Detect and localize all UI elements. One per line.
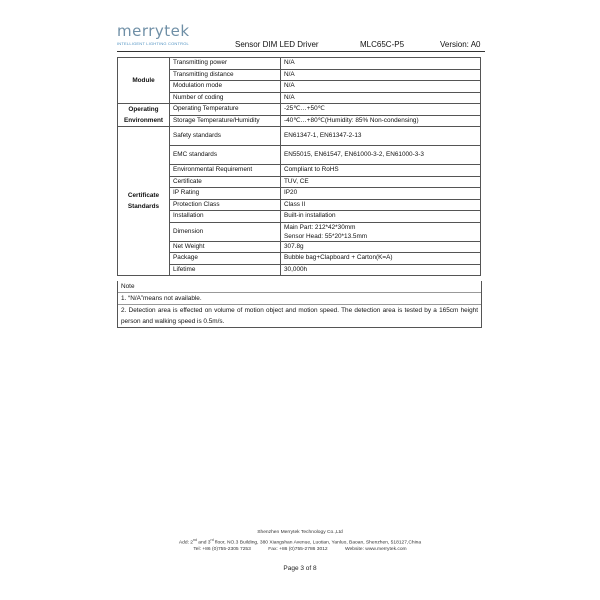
specification-table bbox=[117, 57, 481, 276]
spec-value: IP20 bbox=[281, 188, 481, 200]
spec-value: N/A bbox=[281, 92, 481, 104]
spec-label: Storage Temperature/Humidity bbox=[170, 115, 281, 127]
table-row bbox=[118, 222, 481, 241]
table-row bbox=[118, 188, 481, 200]
spec-label: Transmitting power bbox=[170, 58, 281, 70]
table-row bbox=[118, 58, 481, 70]
table-row bbox=[118, 165, 481, 177]
address-part: floor, NO.3 Building, 380 Xiangshan Avenue, Luotian, Yanluo, Baoan, Shenzhen, 518127,China bbox=[213, 540, 422, 546]
notes-box bbox=[117, 281, 482, 328]
spec-value: EN61347-1, EN61347-2-13 bbox=[281, 127, 481, 146]
spec-label: Number of coding bbox=[170, 92, 281, 104]
footer-tel: Tel: +86 (0)755-2305 7253 bbox=[193, 546, 251, 552]
spec-value: Bubble bag+Clapboard + Carton(K=A) bbox=[281, 253, 481, 265]
dimension-sensor: Sensor Head: 55*20*13.5mm bbox=[284, 232, 368, 240]
table-row bbox=[118, 146, 481, 165]
spec-label: Transmitting distance bbox=[170, 69, 281, 81]
document-version: Version: A0 bbox=[440, 40, 481, 49]
table-row bbox=[118, 199, 481, 211]
spec-value: Class II bbox=[281, 199, 481, 211]
logo-tagline: INTELLIGENT LIGHTING CONTROL bbox=[117, 41, 189, 46]
spec-value: N/A bbox=[281, 58, 481, 70]
spec-label: Environmental Requirement bbox=[170, 165, 281, 177]
spec-label: EMC standards bbox=[170, 146, 281, 165]
table-row bbox=[118, 211, 481, 223]
address-part: Add: 2 bbox=[178, 540, 194, 546]
footer-website: Website: www.merrytek.com bbox=[345, 546, 407, 552]
note-item: 1. “N/A”means not available. bbox=[118, 293, 481, 305]
dimension-main: Main Part: 212*42*30mm bbox=[284, 223, 356, 231]
notes-title: Note bbox=[118, 281, 481, 293]
table-row bbox=[118, 115, 481, 127]
spec-value: N/A bbox=[281, 81, 481, 93]
footer-address bbox=[0, 537, 600, 547]
spec-label: Package bbox=[170, 253, 281, 265]
spec-label: Operating Temperature bbox=[170, 104, 281, 116]
table-row bbox=[118, 81, 481, 93]
table-row bbox=[118, 253, 481, 265]
spec-value: Compliant to RoHS bbox=[281, 165, 481, 177]
table-row bbox=[118, 176, 481, 188]
category-cell: Operating Environment bbox=[118, 104, 170, 127]
address-sup: nd bbox=[193, 537, 197, 542]
spec-value bbox=[281, 222, 481, 241]
page-header bbox=[117, 20, 487, 52]
address-sup: rd bbox=[210, 537, 214, 542]
table-row bbox=[118, 264, 481, 276]
note-item: 2. Detection area is effected on volume of motion object and motion speed. The detection area is tested by a 165cm height person and walking speed is 0.5m/s. bbox=[121, 307, 478, 325]
spec-label: Lifetime bbox=[170, 264, 281, 276]
model-number: MLC65C-P5 bbox=[360, 40, 405, 49]
footer-company: Shenzhen Merrytek Technology Co.,Ltd bbox=[257, 530, 343, 535]
address-part: and 3 bbox=[196, 540, 211, 546]
category-cell: Certificate Standards bbox=[118, 127, 170, 276]
spec-label: Certificate bbox=[170, 176, 281, 188]
spec-value: EN55015, EN61547, EN61000-3-2, EN61000-3-3 bbox=[281, 146, 481, 165]
spec-label: Protection Class bbox=[170, 199, 281, 211]
spec-label: Net Weight bbox=[170, 241, 281, 253]
spec-value: -40℃…+80℃(Humidity: 85% Non-condensing) bbox=[281, 115, 481, 127]
table-row bbox=[118, 92, 481, 104]
header-divider bbox=[117, 51, 485, 52]
table-row bbox=[118, 127, 481, 146]
table-row bbox=[118, 241, 481, 253]
spec-label: Installation bbox=[170, 211, 281, 223]
spec-value: Built-in installation bbox=[281, 211, 481, 223]
page-number: Page 3 of 8 bbox=[283, 565, 317, 572]
spec-label: Safety standards bbox=[170, 127, 281, 146]
spec-label: Dimension bbox=[170, 222, 281, 241]
spec-value: N/A bbox=[281, 69, 481, 81]
table-row bbox=[118, 69, 481, 81]
footer-fax: Fax: +86 (0)755-2786 3012 bbox=[268, 546, 328, 552]
footer-contacts bbox=[0, 547, 600, 554]
page-footer bbox=[0, 530, 600, 553]
product-title: Sensor DIM LED Driver bbox=[235, 40, 319, 49]
company-logo bbox=[117, 20, 237, 50]
spec-label: IP Rating bbox=[170, 188, 281, 200]
spec-value: 307.8g bbox=[281, 241, 481, 253]
table-row bbox=[118, 104, 481, 116]
spec-value: -25℃…+50℃ bbox=[281, 104, 481, 116]
category-cell: Module bbox=[118, 58, 170, 104]
logo-wordmark: merrytek bbox=[117, 22, 190, 40]
spec-value: TUV, CE bbox=[281, 176, 481, 188]
spec-value: 30,000h bbox=[281, 264, 481, 276]
spec-label: Modulation mode bbox=[170, 81, 281, 93]
